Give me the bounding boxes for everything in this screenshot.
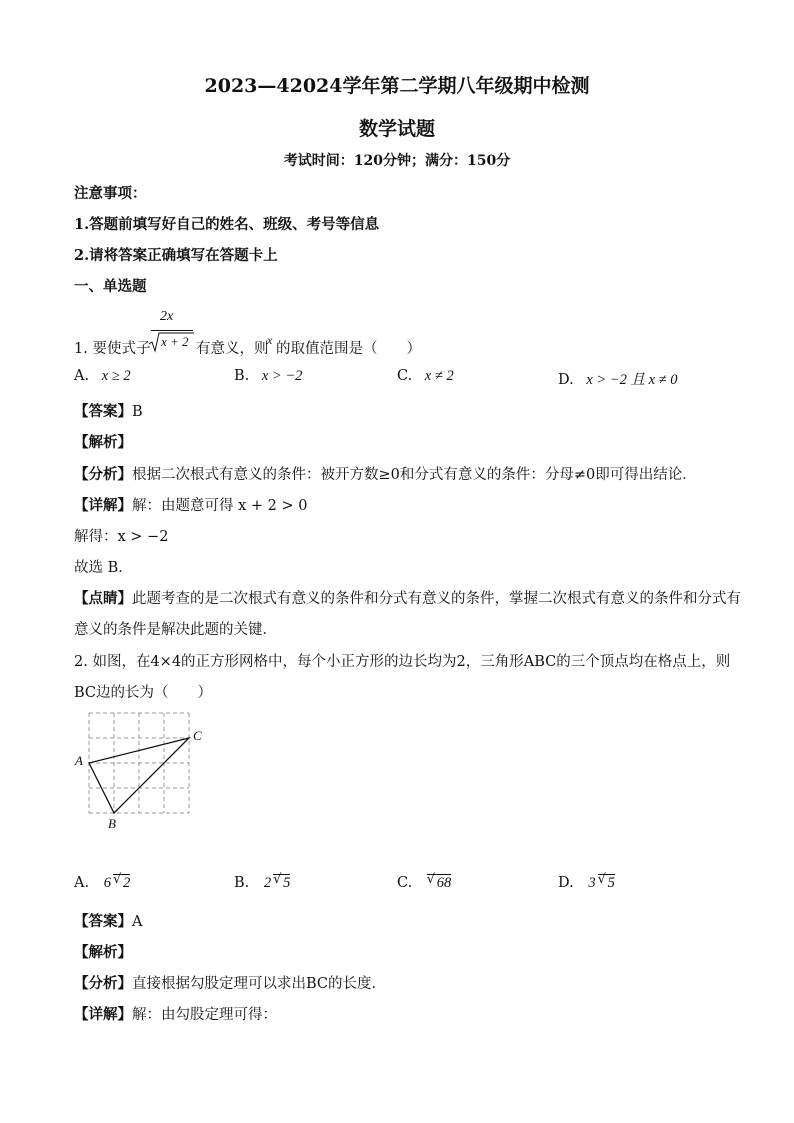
q1-answer-tag: 【答案】 [74, 403, 132, 420]
q1-dianjing-cont: 意义的条件是解决此题的关键． [74, 622, 277, 638]
q2-option-b[interactable] [234, 874, 290, 892]
notes-item-2: 2.请将答案正确填写在答题卡上 [74, 247, 278, 264]
q1-radicand: x + 2 [161, 334, 189, 349]
q1-option-a[interactable] [74, 368, 131, 385]
q1-dianjing [74, 587, 741, 608]
q1-fraction-bar [151, 330, 193, 331]
q1-analysis-tag: 【解析】 [74, 434, 132, 451]
q2-figure-grid [70, 705, 220, 835]
q1-solve: 解得：x > −2 [74, 529, 169, 545]
q2-xiangjie [74, 1003, 277, 1024]
q1-fenxi-text: 根据二次根式有意义的条件：被开方数≥0和分式有意义的条件：分母≠0即可得出结论． [132, 467, 697, 483]
q1-option-a-label: A. [74, 368, 90, 384]
q1-xiangjie [74, 494, 307, 515]
document-subtitle: 数学试题 [358, 118, 435, 140]
q2-option-c-sqrt: √ 68 [426, 872, 452, 891]
q1-option-c-label: C. [397, 368, 413, 384]
q2-option-d-label: D. [558, 875, 574, 891]
q1-option-a-text: x ≥ 2 [101, 368, 131, 384]
q2-option-a-label: A. [74, 875, 90, 891]
q1-fenxi [74, 463, 697, 484]
exam-info: 考试时间：120分钟；满分：150分 [283, 153, 511, 169]
q2-option-d[interactable] [558, 874, 615, 892]
q2-fenxi-text: 直接根据勾股定理可以求出BC的长度． [132, 976, 387, 992]
q2-option-d-coef: 3 [588, 875, 596, 891]
q1-prefix: 1. 要使式子 [74, 341, 151, 357]
section-heading: 一、单选题 [74, 278, 147, 295]
q1-dianjing-tag: 【点睛】 [74, 590, 132, 607]
q2-xiangjie-tag: 【详解】 [74, 1006, 132, 1023]
q1-option-b[interactable] [234, 368, 302, 385]
q1-answer [74, 400, 143, 421]
q2-option-b-label: B. [234, 875, 250, 891]
q2-answer [74, 910, 142, 931]
q2-label-a: A [75, 753, 83, 768]
q1-option-d-label: D. [558, 372, 574, 388]
notes-item-1: 1.答题前填写好自己的姓名、班级、考号等信息 [74, 216, 380, 233]
q2-option-b-sqrt: √ 5 [273, 872, 291, 891]
q2-label-b: B [108, 816, 116, 831]
q2-fenxi-tag: 【分析】 [74, 975, 132, 992]
q2-fenxi [74, 972, 386, 993]
notes-heading: 注意事项： [74, 185, 147, 202]
q1-option-d-text: x > −2 且 x ≠ 0 [586, 372, 678, 388]
q2-option-a-coef: 6 [103, 875, 111, 891]
q1-xiangjie-tag: 【详解】 [74, 497, 132, 514]
q1-dianjing-text: 此题考查的是二次根式有意义的条件和分式有意义的条件，掌握二次根式有意义的条件和分式有 [132, 591, 741, 607]
q1-answer-value: B [132, 404, 143, 420]
q2-answer-value: A [132, 914, 143, 930]
document-title: 2023—42024学年第二学期八年级期中检测 [204, 75, 590, 97]
q1-fenxi-tag: 【分析】 [74, 466, 132, 483]
q2-option-a-sqrt: √ 2 [112, 872, 131, 891]
q1-suffix-b: 的取值范围是（ ） [276, 341, 421, 357]
q2-xiangjie-text: 解：由勾股定理可得： [132, 1007, 277, 1023]
q2-stem-line1: 2. 如图，在4×4的正方形网格中，每个小正方形的边长均为2，三角形ABC的三个顶点均在格点上，则 [74, 654, 731, 670]
q2-label-c: C [193, 728, 202, 743]
q2-option-a[interactable] [74, 874, 130, 892]
q1-option-b-label: B. [234, 368, 250, 384]
q1-option-b-text: x > −2 [261, 368, 303, 384]
q2-option-c-label: C. [397, 875, 413, 891]
q1-option-d[interactable] [558, 368, 677, 389]
q1-fraction-numerator: 2x [160, 309, 174, 324]
q2-stem-line2: BC边的长为（ ） [74, 685, 213, 701]
q1-suffix-a: 有意义，则 [196, 341, 269, 357]
q1-choose: 故选 B． [74, 560, 133, 576]
q1-option-c-text: x ≠ 2 [424, 368, 454, 384]
q1-option-c[interactable] [397, 368, 454, 385]
q2-option-c[interactable] [397, 874, 451, 892]
q2-option-b-coef: 2 [263, 875, 272, 891]
q1-var: x [267, 333, 273, 347]
q2-option-d-sqrt: √ 5 [597, 872, 615, 891]
q2-answer-tag: 【答案】 [74, 913, 132, 930]
q2-analysis-tag: 【解析】 [74, 944, 132, 961]
q1-xiangjie-text: 解：由题意可得 x + 2 > 0 [132, 498, 308, 514]
